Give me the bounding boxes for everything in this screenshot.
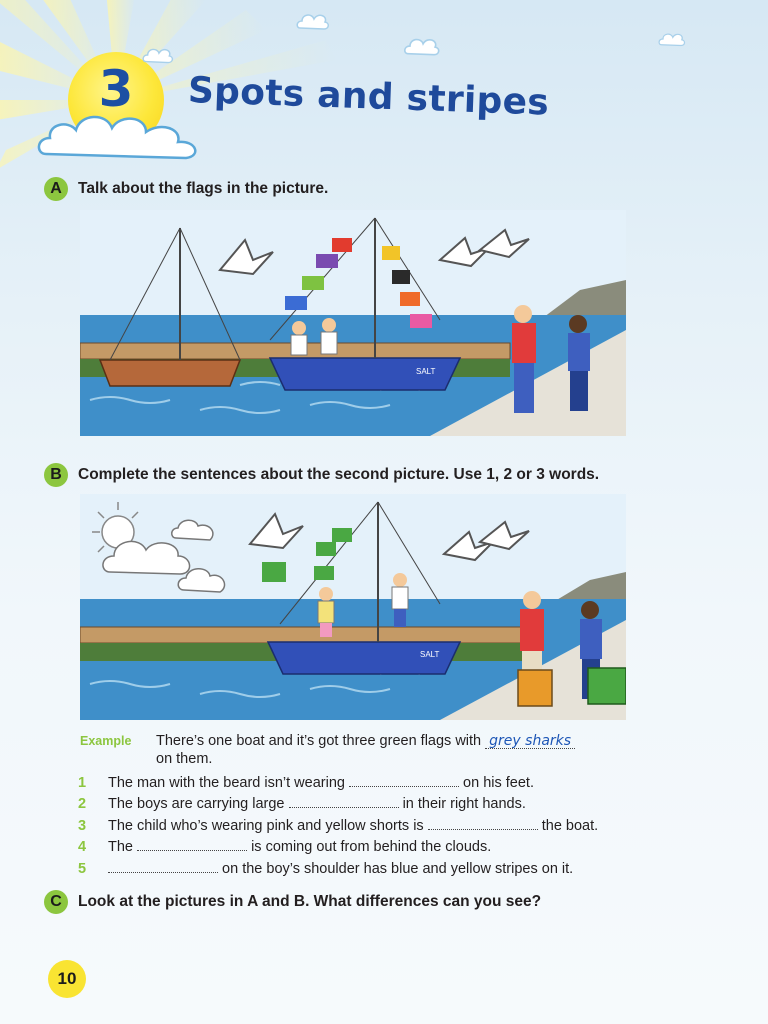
cloud-icon [296,10,330,32]
sentence-2 [78,793,526,813]
sentence-number: 2 [78,796,87,812]
page-title: Spots and stripes [187,70,550,124]
example-answer-gap [485,734,575,749]
answer-gap[interactable] [289,793,399,808]
section-c-instruction: Look at the pictures in A and B. What differences can you see? [78,893,542,910]
example-before: There’s one boat and it’s got three green flags with [156,733,482,749]
sentence-before: The child who’s wearing pink and yellow shorts is [108,818,424,834]
picture-a-boat-name: SALT [416,367,436,376]
answer-gap[interactable] [108,858,218,873]
sentence-number: 5 [78,861,87,877]
answer-gap[interactable] [349,772,459,787]
cloud-icon [400,34,444,58]
sentence-number: 4 [78,839,87,855]
answer-gap[interactable] [137,836,247,851]
sentence-number: 3 [78,818,87,834]
picture-a [80,210,626,436]
cloud-icon [658,30,686,48]
sentence-after: is coming out from behind the clouds. [251,839,492,855]
sentence-1 [78,772,534,792]
cloud-icon [36,104,206,166]
example-answer: grey sharks [489,733,572,749]
example-label: Example [80,734,132,748]
sentence-after: in their right hands. [402,796,526,812]
sentence-before: The [108,839,133,855]
page-number: 10 [48,960,86,998]
sentence-3 [78,815,598,835]
cloud-icon [142,44,174,66]
sentence-5 [78,858,573,878]
section-a-marker: A [44,177,68,201]
example-sentence [156,732,656,768]
picture-b-boat-name: SALT [420,650,440,659]
sentence-number: 1 [78,775,87,791]
section-b-instruction: Complete the sentences about the second picture. Use 1, 2 or 3 words. [78,466,600,483]
sentence-after: the boat. [541,818,599,834]
sentence-before: The man with the beard isn’t wearing [108,775,345,791]
sentence-before: The boys are carrying large [108,796,285,812]
answer-gap[interactable] [428,815,538,830]
sentence-after: on his feet. [463,775,534,791]
section-c-marker: C [44,890,68,914]
picture-b [80,494,626,720]
section-a-instruction: Talk about the flags in the picture. [78,180,329,197]
section-b-marker: B [44,463,68,487]
example-after: on them. [156,751,213,767]
sentence-after: on the boy’s shoulder has blue and yellow stripes on it. [222,861,574,877]
sentence-4 [78,836,491,856]
unit-number: 3 [98,60,134,118]
